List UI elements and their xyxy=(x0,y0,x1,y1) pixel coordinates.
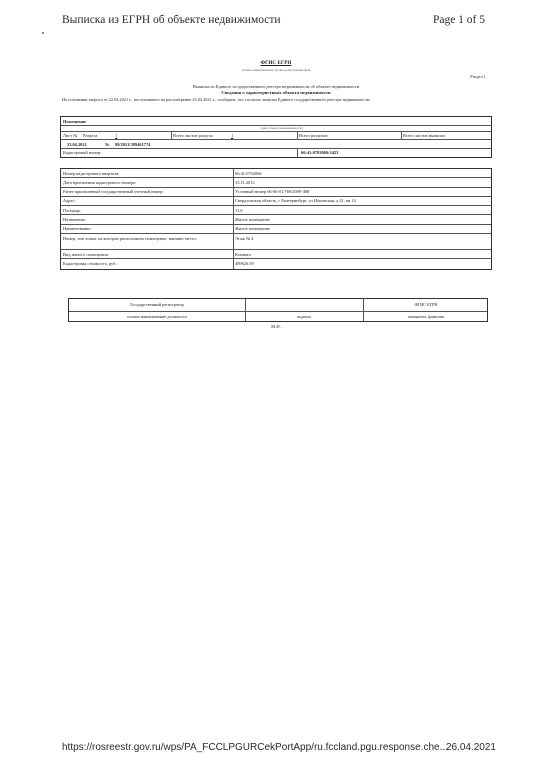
detail-label: Ранее присвоенный государственный учетный номер: xyxy=(63,189,164,195)
sheet-info-row xyxy=(61,132,491,141)
date-number-row xyxy=(61,140,491,149)
detail-label: Кадастровая стоимость, руб.: xyxy=(63,260,118,266)
detail-label: Адрес: xyxy=(63,198,76,204)
detail-value: 15.11.2013 xyxy=(235,179,255,185)
detail-value: Условный номер 66-66-01/760/2009-488 xyxy=(235,189,310,195)
extract-number: 99/2021/389461774 xyxy=(115,141,151,147)
detail-value: Комната xyxy=(235,251,251,257)
cadastral-row xyxy=(61,149,491,158)
object-kind-row xyxy=(61,117,491,126)
detail-row xyxy=(61,188,491,197)
sheet-number-label: Лист № xyxy=(63,133,78,138)
object-kind-caption: (вид объекта недвижимости) xyxy=(261,126,303,131)
detail-value: Свердловская область, г Екатеринбург, ул Ильинская, д 41, кв 14 xyxy=(235,198,356,204)
print-date: 26.04.2021 xyxy=(445,742,496,753)
total-sheets-section-label: Всего листов раздела xyxy=(173,133,213,138)
detail-value: 489626.59 xyxy=(235,260,254,266)
detail-label: Наименование: xyxy=(63,226,92,232)
section-number: 1 xyxy=(115,133,118,138)
detail-label: Площадь: xyxy=(63,207,82,213)
total-sheets-section-number: 1 xyxy=(231,133,234,138)
document-title: Выписка из ЕГРН об объекте недвижимости xyxy=(62,14,281,26)
detail-row xyxy=(61,169,491,178)
extract-date: 23.04.2021 xyxy=(67,141,87,147)
signature-caption: подпись xyxy=(296,314,312,319)
detail-row xyxy=(61,206,491,215)
object-details-table xyxy=(60,168,492,270)
request-basis: На основании запроса от 22.04.2021 г., поступившего на рассмотрение 23.04.2021 г., сообщаем, что согласно записям Единого государственного реестра недвижимости: xyxy=(62,97,371,102)
registrar-org: ФГИС ЕГРН xyxy=(414,302,438,307)
detail-row xyxy=(61,197,491,206)
section-label: Раздел 1 xyxy=(470,74,486,79)
detail-row xyxy=(61,215,491,224)
detail-row xyxy=(61,178,491,187)
detail-row xyxy=(61,250,491,259)
detail-value: 11.6 xyxy=(235,207,243,213)
registrar-title: Государственный регистратор xyxy=(130,302,184,307)
detail-label: Номер кадастрового квартала: xyxy=(63,170,120,176)
cadastral-number-label: Кадастровый номер: xyxy=(63,150,102,155)
position-caption: полное наименование должности xyxy=(127,314,187,319)
page-counter: Page 1 of 5 xyxy=(432,14,485,26)
detail-label: Дата присвоения кадастрового номера: xyxy=(63,179,137,185)
cadastral-number-value: 66:41:0702066:3423 xyxy=(301,150,339,155)
detail-value: Жилое помещение xyxy=(235,216,270,222)
object-kind: Помещение xyxy=(63,118,87,124)
extract-subtitle: Сведения о характеристиках объекта недвижимости xyxy=(221,90,331,95)
initials-caption: инициалы, фамилия xyxy=(408,314,444,319)
detail-row xyxy=(61,225,491,234)
section-word: Раздела xyxy=(83,133,98,138)
detail-value: 66:41:0702066 xyxy=(235,170,262,176)
source-url: https://rosreestr.gov.ru/wps/PA_FCCLPGURCekPortApp/ru.fccland.pgu.response.che... xyxy=(62,742,448,753)
number-sign: № xyxy=(105,141,110,147)
detail-label: Вид жилого помещения: xyxy=(63,251,109,257)
detail-label: Номер, тип этажа, на котором расположено помещение, машино-место: xyxy=(63,235,198,241)
fgis-heading: ФГИС ЕГРН xyxy=(260,60,292,66)
detail-value: Жилое помещение xyxy=(235,226,270,232)
stamp-place: М.П. xyxy=(271,324,281,329)
total-sections-label: Всего разделов: xyxy=(299,133,329,138)
signature-table xyxy=(68,298,488,322)
detail-row xyxy=(61,259,491,268)
detail-row xyxy=(61,234,491,250)
scan-speck xyxy=(42,32,44,34)
fgis-subcaption: полное наименование органа регистрации прав xyxy=(241,68,311,72)
detail-value: Этаж № 4 xyxy=(235,235,254,241)
detail-label: Назначение: xyxy=(63,216,87,222)
object-header-table xyxy=(60,116,492,158)
total-sheets-extract-label: Всего листов выписки: xyxy=(403,133,446,138)
extract-title: Выписка из Единого государственного реестра недвижимости об объекте недвижимости xyxy=(192,84,360,89)
